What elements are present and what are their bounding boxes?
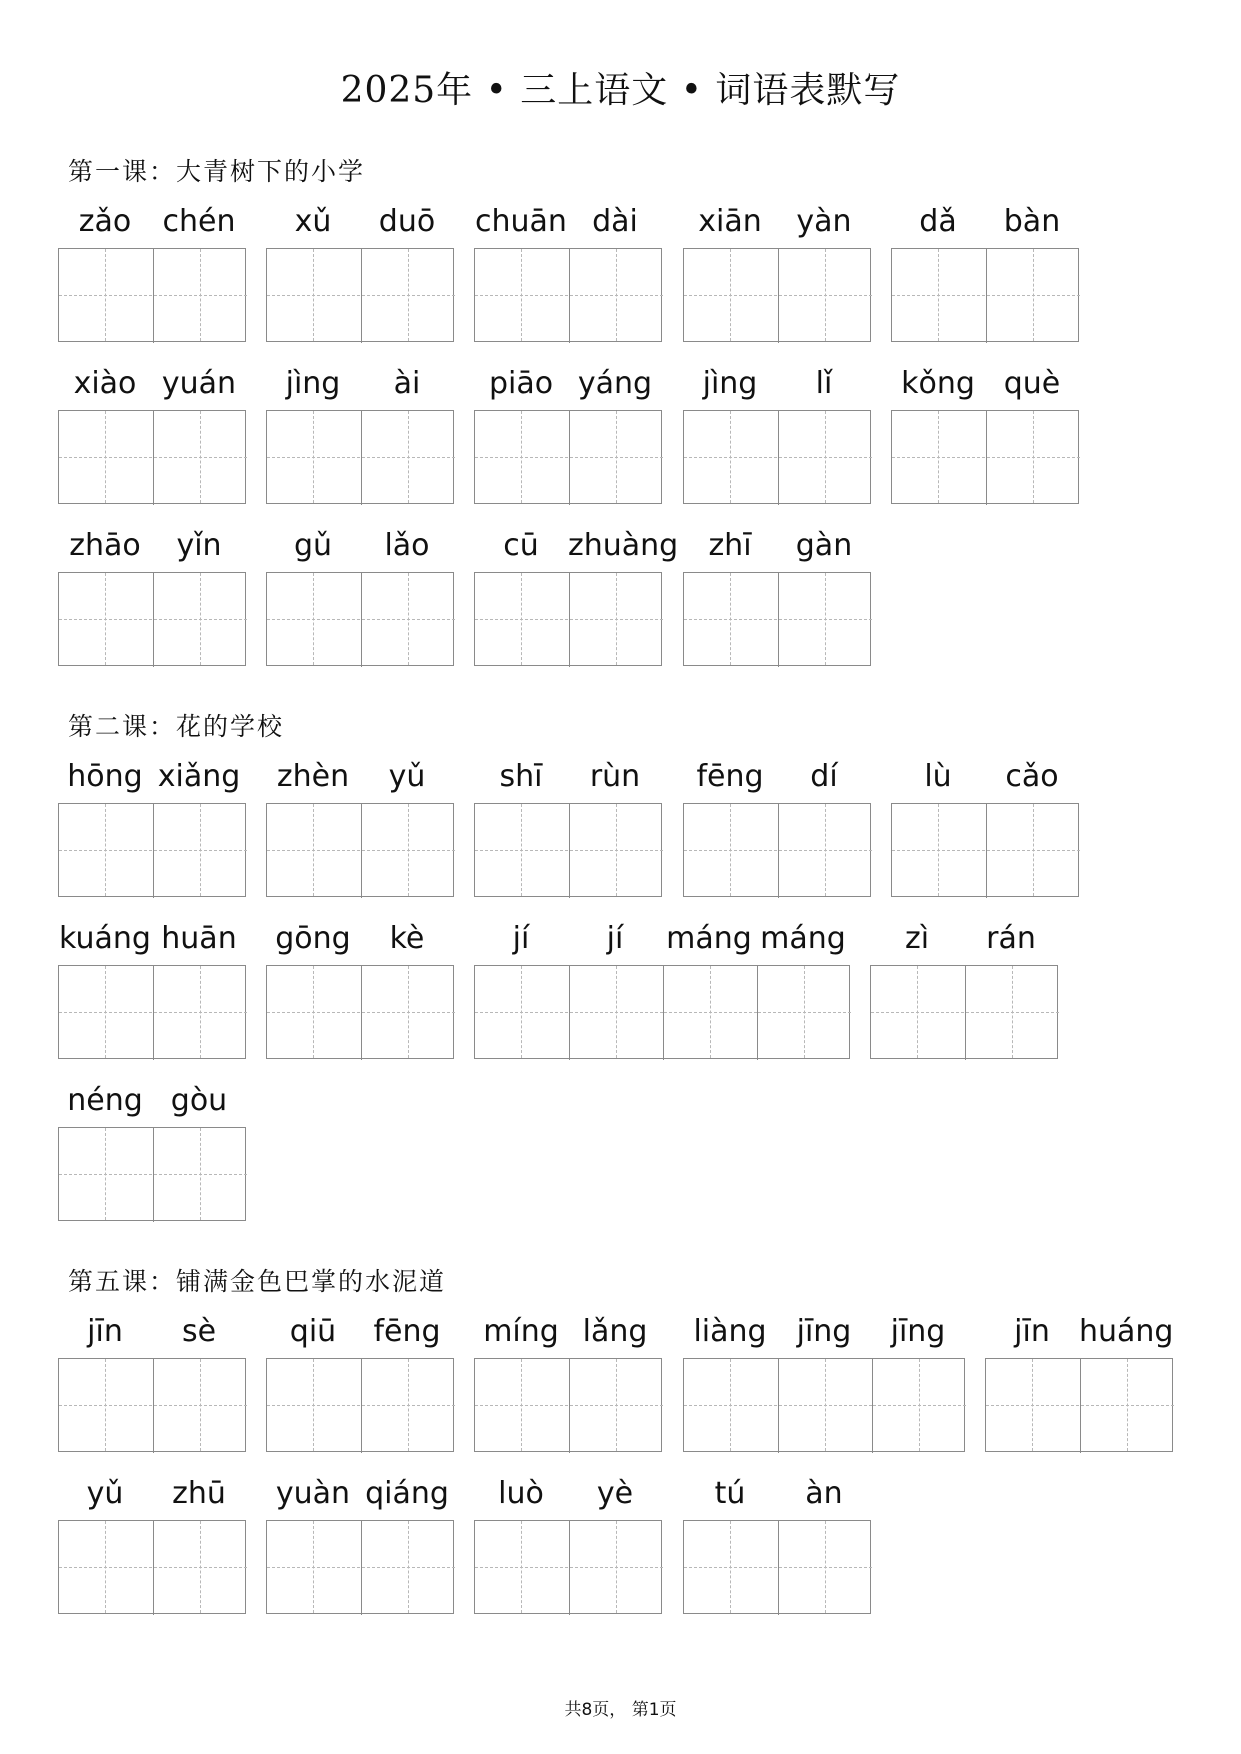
tianzige-cell[interactable] (892, 411, 986, 505)
writing-box-row (58, 248, 246, 342)
tianzige-cell[interactable] (684, 249, 778, 343)
writing-box-row (266, 410, 454, 504)
tianzige-cell[interactable] (569, 804, 663, 898)
horizontal-guide-line (475, 1012, 568, 1013)
tianzige-cell[interactable] (475, 1359, 569, 1453)
horizontal-guide-line (475, 619, 568, 620)
horizontal-guide-line (362, 850, 455, 851)
pinyin-syllable: jīn (87, 1314, 123, 1349)
pinyin-syllable: fēng (696, 759, 764, 794)
tianzige-cell[interactable] (267, 249, 361, 343)
horizontal-guide-line (154, 295, 247, 296)
lesson-5-title: 第五课：铺满金色巴掌的水泥道 (68, 1267, 447, 1296)
writing-box-row (266, 1520, 454, 1614)
pinyin-syllable: zǎo (78, 204, 132, 239)
horizontal-guide-line (570, 457, 663, 458)
horizontal-guide-line (267, 1012, 360, 1013)
pinyin-syllable: gàn (795, 528, 853, 563)
horizontal-guide-line (59, 1012, 152, 1013)
pinyin-syllable: qiū (289, 1314, 337, 1349)
pinyin-syllable: lǎng (582, 1314, 648, 1349)
lesson-1-title: 第一课：大青树下的小学 (68, 157, 366, 186)
tianzige-cell[interactable] (872, 1359, 966, 1453)
page-title: 2025年 • 三上语文 • 词语表默写 (340, 70, 901, 111)
horizontal-guide-line (59, 1174, 152, 1175)
tianzige-cell[interactable] (871, 966, 965, 1060)
horizontal-guide-line (154, 1567, 247, 1568)
pinyin-syllable: zhèn (276, 759, 350, 794)
pinyin-syllable: chuān (475, 204, 567, 239)
pinyin-syllable: sè (181, 1314, 217, 1349)
horizontal-guide-line (59, 295, 152, 296)
tianzige-cell[interactable] (361, 966, 455, 1060)
horizontal-guide-line (987, 457, 1080, 458)
pinyin-syllable: shī (499, 759, 543, 794)
writing-box-row (58, 803, 246, 897)
tianzige-cell[interactable] (684, 573, 778, 667)
tianzige-cell[interactable] (569, 1521, 663, 1615)
horizontal-guide-line (570, 619, 663, 620)
writing-box-row (474, 965, 850, 1059)
horizontal-guide-line (154, 457, 247, 458)
tianzige-cell[interactable] (153, 1128, 247, 1222)
tianzige-cell[interactable] (569, 573, 663, 667)
pinyin-syllable: kuáng (59, 921, 151, 956)
pinyin-syllable: jīn (1014, 1314, 1050, 1349)
writing-box-row (58, 572, 246, 666)
pinyin-syllable: zhū (172, 1476, 226, 1511)
tianzige-cell[interactable] (986, 1359, 1080, 1453)
horizontal-guide-line (873, 1405, 966, 1406)
horizontal-guide-line (154, 619, 247, 620)
tianzige-cell[interactable] (267, 1521, 361, 1615)
tianzige-cell[interactable] (986, 249, 1080, 343)
horizontal-guide-line (362, 1567, 455, 1568)
horizontal-guide-line (779, 457, 872, 458)
pinyin-syllable: huáng (1079, 1314, 1174, 1349)
horizontal-guide-line (684, 1405, 777, 1406)
tianzige-cell[interactable] (267, 1359, 361, 1453)
horizontal-guide-line (684, 850, 777, 851)
tianzige-cell[interactable] (153, 1359, 247, 1453)
horizontal-guide-line (892, 850, 985, 851)
horizontal-guide-line (362, 295, 455, 296)
tianzige-cell[interactable] (892, 804, 986, 898)
tianzige-cell[interactable] (153, 411, 247, 505)
horizontal-guide-line (684, 295, 777, 296)
horizontal-guide-line (779, 1405, 872, 1406)
tianzige-cell[interactable] (475, 411, 569, 505)
tianzige-cell[interactable] (361, 1521, 455, 1615)
tianzige-cell[interactable] (267, 573, 361, 667)
writing-box-row (985, 1358, 1173, 1452)
pinyin-syllable: rán (986, 921, 1036, 956)
writing-box-row (474, 572, 662, 666)
tianzige-cell[interactable] (986, 411, 1080, 505)
horizontal-guide-line (570, 850, 663, 851)
writing-box-row (474, 1358, 662, 1452)
pinyin-syllable: ài (393, 366, 421, 401)
tianzige-cell[interactable] (684, 804, 778, 898)
tianzige-cell[interactable] (153, 804, 247, 898)
horizontal-guide-line (154, 1174, 247, 1175)
writing-box-row (474, 1520, 662, 1614)
tianzige-cell[interactable] (569, 411, 663, 505)
writing-box-row (474, 803, 662, 897)
pinyin-syllable: yáng (577, 366, 653, 401)
pinyin-syllable: xiān (698, 204, 762, 239)
tianzige-cell[interactable] (569, 966, 663, 1060)
tianzige-cell[interactable] (475, 804, 569, 898)
horizontal-guide-line (362, 457, 455, 458)
writing-box-row (266, 572, 454, 666)
tianzige-cell[interactable] (59, 1128, 153, 1222)
horizontal-guide-line (59, 1405, 152, 1406)
horizontal-guide-line (986, 1405, 1079, 1406)
pinyin-syllable: xiǎng (157, 759, 241, 794)
tianzige-cell[interactable] (361, 1359, 455, 1453)
pinyin-syllable: zhāo (69, 528, 141, 563)
writing-box-row (891, 410, 1079, 504)
horizontal-guide-line (59, 619, 152, 620)
pinyin-syllable: jìng (702, 366, 758, 401)
horizontal-guide-line (475, 457, 568, 458)
tianzige-cell[interactable] (986, 804, 1080, 898)
horizontal-guide-line (987, 295, 1080, 296)
tianzige-cell[interactable] (778, 1521, 872, 1615)
horizontal-guide-line (871, 1012, 964, 1013)
tianzige-cell[interactable] (1080, 1359, 1174, 1453)
pinyin-syllable: gōng (275, 921, 351, 956)
pinyin-syllable: àn (805, 1476, 843, 1511)
tianzige-cell[interactable] (153, 966, 247, 1060)
writing-box-row (58, 1358, 246, 1452)
pinyin-syllable: jí (606, 921, 624, 956)
tianzige-cell[interactable] (361, 411, 455, 505)
pinyin-syllable: máng (666, 921, 752, 956)
tianzige-cell[interactable] (59, 1521, 153, 1615)
pinyin-syllable: chén (162, 204, 236, 239)
tianzige-cell[interactable] (684, 1359, 778, 1453)
writing-box-row (683, 803, 871, 897)
tianzige-cell[interactable] (267, 804, 361, 898)
writing-box-row (683, 248, 871, 342)
pinyin-syllable: duō (378, 204, 436, 239)
pinyin-syllable: dí (810, 759, 838, 794)
writing-box-row (683, 1520, 871, 1614)
writing-box-row (266, 965, 454, 1059)
writing-box-row (58, 965, 246, 1059)
pinyin-syllable: kǒng (901, 366, 975, 401)
tianzige-cell[interactable] (59, 249, 153, 343)
horizontal-guide-line (966, 1012, 1059, 1013)
pinyin-syllable: tú (714, 1476, 746, 1511)
writing-box-row (474, 410, 662, 504)
horizontal-guide-line (154, 1012, 247, 1013)
writing-box-row (683, 410, 871, 504)
pinyin-syllable: liàng (693, 1314, 767, 1349)
horizontal-guide-line (779, 1567, 872, 1568)
lesson-2-title: 第二课：花的学校 (68, 712, 285, 741)
horizontal-guide-line (362, 1405, 455, 1406)
tianzige-cell[interactable] (59, 966, 153, 1060)
horizontal-guide-line (267, 457, 360, 458)
pinyin-syllable: piāo (488, 366, 554, 401)
horizontal-guide-line (267, 850, 360, 851)
tianzige-cell[interactable] (569, 249, 663, 343)
page-footer: 共8页， 第1页 (564, 1700, 677, 1720)
pinyin-syllable: cū (503, 528, 539, 563)
pinyin-syllable: qiáng (365, 1476, 449, 1511)
horizontal-guide-line (892, 457, 985, 458)
pinyin-syllable: bàn (1003, 204, 1061, 239)
pinyin-syllable: jīng (796, 1314, 852, 1349)
horizontal-guide-line (59, 457, 152, 458)
pinyin-syllable: luò (498, 1476, 544, 1511)
tianzige-cell[interactable] (475, 966, 569, 1060)
tianzige-cell[interactable] (361, 573, 455, 667)
pinyin-syllable: yǔ (388, 759, 426, 794)
tianzige-cell[interactable] (59, 804, 153, 898)
horizontal-guide-line (154, 1405, 247, 1406)
horizontal-guide-line (779, 850, 872, 851)
pinyin-syllable: què (1003, 366, 1061, 401)
horizontal-guide-line (570, 1567, 663, 1568)
pinyin-syllable: cǎo (1005, 759, 1059, 794)
horizontal-guide-line (475, 295, 568, 296)
horizontal-guide-line (475, 1567, 568, 1568)
tianzige-cell[interactable] (153, 573, 247, 667)
pinyin-syllable: gòu (170, 1083, 228, 1118)
pinyin-syllable: hōng (67, 759, 143, 794)
horizontal-guide-line (987, 850, 1080, 851)
tianzige-cell[interactable] (778, 249, 872, 343)
tianzige-cell[interactable] (475, 573, 569, 667)
tianzige-cell[interactable] (475, 249, 569, 343)
tianzige-cell[interactable] (778, 411, 872, 505)
horizontal-guide-line (59, 1567, 152, 1568)
horizontal-guide-line (684, 619, 777, 620)
tianzige-cell[interactable] (569, 1359, 663, 1453)
tianzige-cell[interactable] (757, 966, 851, 1060)
writing-box-row (266, 1358, 454, 1452)
writing-box-row (683, 572, 871, 666)
tianzige-cell[interactable] (267, 966, 361, 1060)
tianzige-cell[interactable] (778, 573, 872, 667)
writing-box-row (58, 410, 246, 504)
pinyin-syllable: dài (592, 204, 638, 239)
horizontal-guide-line (475, 1405, 568, 1406)
pinyin-syllable: yǐn (176, 528, 222, 563)
horizontal-guide-line (267, 619, 360, 620)
writing-box-row (870, 965, 1058, 1059)
writing-box-row (474, 248, 662, 342)
horizontal-guide-line (154, 850, 247, 851)
pinyin-syllable: máng (760, 921, 846, 956)
tianzige-cell[interactable] (684, 411, 778, 505)
horizontal-guide-line (570, 1012, 663, 1013)
horizontal-guide-line (267, 1405, 360, 1406)
tianzige-cell[interactable] (361, 804, 455, 898)
tianzige-cell[interactable] (778, 804, 872, 898)
pinyin-syllable: yè (596, 1476, 634, 1511)
pinyin-syllable: jí (512, 921, 530, 956)
horizontal-guide-line (758, 1012, 851, 1013)
pinyin-syllable: gǔ (293, 528, 333, 563)
tianzige-cell[interactable] (153, 249, 247, 343)
pinyin-syllable: jìng (285, 366, 341, 401)
pinyin-syllable: zì (904, 921, 930, 956)
horizontal-guide-line (684, 457, 777, 458)
pinyin-syllable: xǔ (294, 204, 332, 239)
pinyin-syllable: míng (483, 1314, 559, 1349)
horizontal-guide-line (779, 619, 872, 620)
tianzige-cell[interactable] (267, 411, 361, 505)
horizontal-guide-line (570, 295, 663, 296)
pinyin-syllable: zhuàng (568, 528, 679, 563)
horizontal-guide-line (475, 850, 568, 851)
pinyin-syllable: dǎ (919, 204, 957, 239)
writing-box-row (891, 803, 1079, 897)
tianzige-cell[interactable] (59, 411, 153, 505)
tianzige-cell[interactable] (965, 966, 1059, 1060)
pinyin-syllable: kè (389, 921, 425, 956)
tianzige-cell[interactable] (153, 1521, 247, 1615)
tianzige-cell[interactable] (892, 249, 986, 343)
horizontal-guide-line (779, 295, 872, 296)
horizontal-guide-line (684, 1567, 777, 1568)
writing-box-row (266, 248, 454, 342)
tianzige-cell[interactable] (475, 1521, 569, 1615)
writing-box-row (683, 1358, 965, 1452)
pinyin-syllable: yuàn (275, 1476, 351, 1511)
pinyin-syllable: zhī (708, 528, 752, 563)
tianzige-cell[interactable] (361, 249, 455, 343)
tianzige-cell[interactable] (59, 1359, 153, 1453)
horizontal-guide-line (362, 1012, 455, 1013)
horizontal-guide-line (1081, 1405, 1174, 1406)
tianzige-cell[interactable] (59, 573, 153, 667)
tianzige-cell[interactable] (778, 1359, 872, 1453)
writing-box-row (266, 803, 454, 897)
pinyin-syllable: néng (67, 1083, 143, 1118)
horizontal-guide-line (267, 295, 360, 296)
writing-box-row (891, 248, 1079, 342)
pinyin-syllable: lǐ (815, 366, 833, 401)
horizontal-guide-line (892, 295, 985, 296)
pinyin-syllable: lù (924, 759, 952, 794)
pinyin-syllable: yǔ (86, 1476, 124, 1511)
pinyin-syllable: jīng (890, 1314, 946, 1349)
horizontal-guide-line (362, 619, 455, 620)
horizontal-guide-line (267, 1567, 360, 1568)
pinyin-syllable: xiào (73, 366, 137, 401)
writing-box-row (58, 1520, 246, 1614)
pinyin-syllable: yàn (796, 204, 852, 239)
pinyin-syllable: fēng (373, 1314, 441, 1349)
horizontal-guide-line (570, 1405, 663, 1406)
horizontal-guide-line (59, 850, 152, 851)
pinyin-syllable: huān (161, 921, 237, 956)
tianzige-cell[interactable] (684, 1521, 778, 1615)
tianzige-cell[interactable] (663, 966, 757, 1060)
pinyin-syllable: yuán (161, 366, 237, 401)
pinyin-syllable: rùn (589, 759, 641, 794)
horizontal-guide-line (664, 1012, 757, 1013)
pinyin-syllable: lǎo (384, 528, 430, 563)
writing-box-row (58, 1127, 246, 1221)
